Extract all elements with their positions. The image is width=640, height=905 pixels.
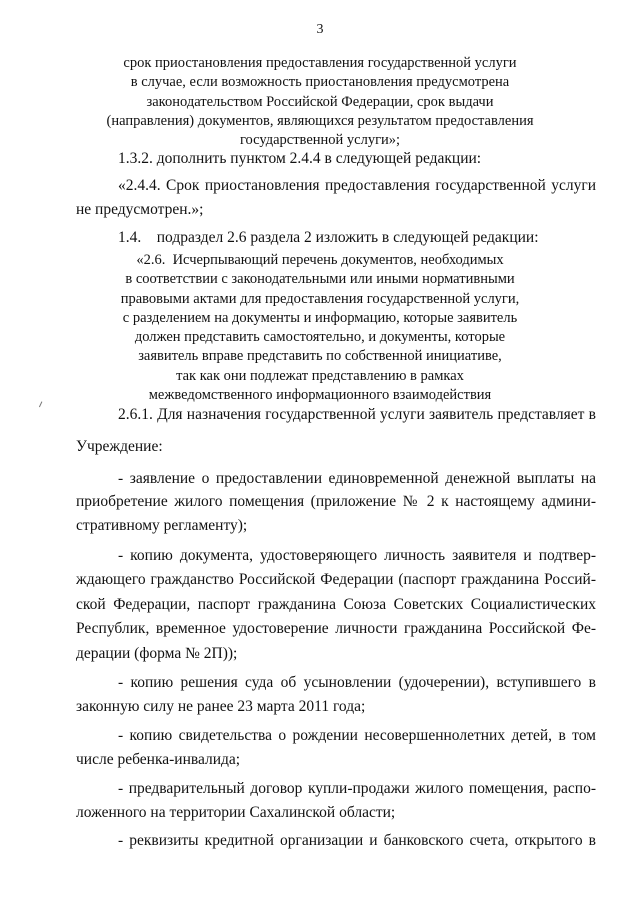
text-line: Республик, временное удостоверение личности гражданина Российской Фе- xyxy=(76,620,596,637)
paragraph-2-4-4-line-1 xyxy=(118,177,596,195)
text-line: - копию решения суда об усыновлении (удочерении), вступившего в xyxy=(118,674,596,691)
body-line: Учреждение: xyxy=(76,438,163,455)
body-line xyxy=(118,547,596,565)
body-line xyxy=(76,620,596,638)
text-line: с разделением на документы и информацию, которые заявитель xyxy=(122,309,518,326)
text-line: законодательством Российской Федерации, срок выдачи xyxy=(146,93,494,110)
body-line xyxy=(76,596,596,614)
body-line xyxy=(118,727,596,745)
text-line: - реквизиты кредитной организации и банковского счета, открытого в xyxy=(118,832,596,849)
text-line: заявитель вправе представить по собственной инициативе, xyxy=(138,348,502,365)
body-line xyxy=(118,674,596,692)
body-line xyxy=(118,780,596,798)
text-line: ской Федерации, паспорт гражданина Союза Советских Социалистических xyxy=(76,596,596,613)
body-line: законную силу не ранее 23 марта 2011 года; xyxy=(76,698,366,715)
text-line: - копию свидетельства о рождении несовершеннолетних детей, в том xyxy=(118,727,596,744)
text-line: - копию документа, удостоверяющего личность заявителя и подтвер- xyxy=(118,547,596,564)
body-line: стративному регламенту); xyxy=(76,517,248,534)
text-line: ждающего гражданство Российской Федерации (паспорт гражданина Россий- xyxy=(76,571,596,588)
text-line: - заявление о предоставлении единовременной денежной выплаты на xyxy=(118,470,596,487)
paragraph-1-3-2: 1.3.2. дополнить пунктом 2.4.4 в следующей редакции: xyxy=(118,150,482,167)
body-line xyxy=(118,832,596,850)
section-continuation-block xyxy=(90,54,550,150)
text-line: межведомственного информационного взаимодействия xyxy=(148,387,492,404)
text-line: правовыми актами для предоставления государственной услуги, xyxy=(120,290,520,307)
paragraph-2-4-4-line-2: не предусмотрен.»; xyxy=(76,201,204,218)
text-line: должен представить самостоятельно, и документы, которые xyxy=(134,329,506,346)
page-number: 3 xyxy=(316,22,324,37)
text-line: так как они подлежат представлению в рамках xyxy=(176,367,464,384)
body-line xyxy=(118,406,596,424)
body-line: числе ребенка-инвалида; xyxy=(76,751,241,768)
text-line: приобретение жилого помещения (приложение № 2 к настоящему админи- xyxy=(76,493,596,510)
text-line: в соответствии с законодательными или иными нормативными xyxy=(125,271,515,288)
body-line: ложенного на территории Сахалинской области; xyxy=(76,804,396,821)
scan-speck xyxy=(39,401,45,408)
text-line: «2.6. Исчерпывающий перечень документов, необходимых xyxy=(136,252,504,268)
body-line xyxy=(76,571,596,589)
text-line: (направления) документов, являющихся результатом предоставления xyxy=(106,112,534,129)
text-line: 2.6.1. Для назначения государственной услуги заявитель представляет в xyxy=(118,406,596,423)
text-line: «2.4.4. Срок приостановления предоставления государственной услуги xyxy=(118,177,596,194)
text-line: государственной услуги»; xyxy=(239,132,401,149)
section-2-6-heading xyxy=(90,251,550,405)
text-line: в случае, если возможность приостановления предусмотрена xyxy=(130,74,510,91)
body-line: дерации (форма № 2П)); xyxy=(76,645,238,662)
paragraph-1-4: 1.4. подраздел 2.6 раздела 2 изложить в следующей редакции: xyxy=(118,229,539,246)
body-line xyxy=(118,470,596,488)
text-line: - предварительный договор купли-продажи жилого помещения, распо- xyxy=(118,780,596,797)
body-line xyxy=(76,493,596,511)
text-line: срок приостановления предоставления государственной услуги xyxy=(123,55,517,71)
